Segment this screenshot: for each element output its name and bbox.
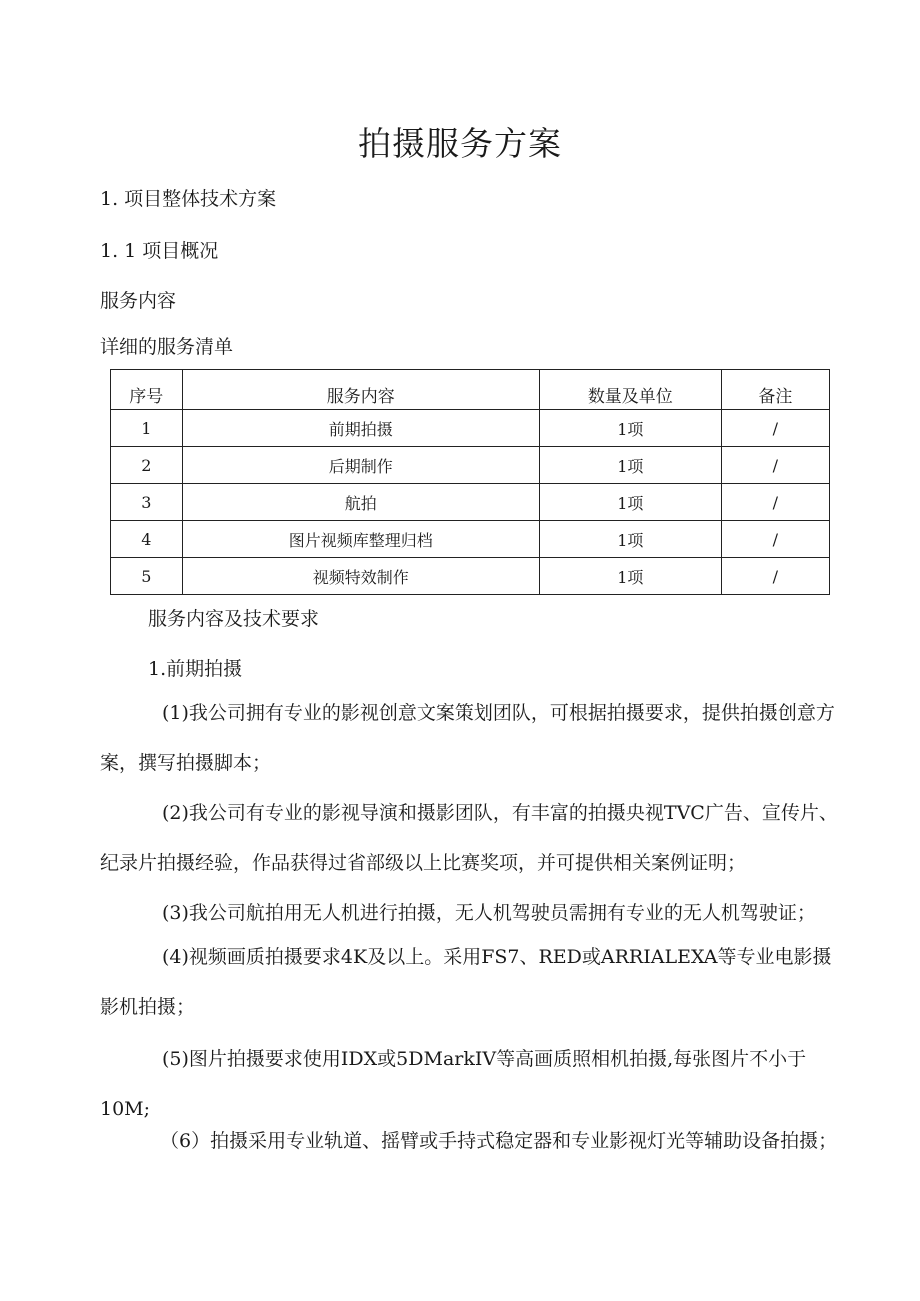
cell-number: 3	[111, 484, 183, 521]
cell-service-content: 航拍	[182, 484, 539, 521]
service-list-label: 详细的服务清单	[100, 336, 234, 358]
cell-quantity: 1项	[539, 484, 721, 521]
item-title: 1.前期拍摄	[148, 658, 243, 680]
cell-number: 1	[111, 410, 183, 447]
paragraph-6: （6）拍摄采用专业轨道、摇臂或手持式稳定器和专业影视灯光等辅助设备拍摄；	[160, 1130, 838, 1152]
cell-remarks: /	[721, 410, 829, 447]
table-header-row	[111, 370, 830, 410]
cell-remarks: /	[721, 484, 829, 521]
requirements-label: 服务内容及技术要求	[148, 608, 320, 630]
cell-quantity: 1项	[539, 521, 721, 558]
cell-service-content: 图片视频库整理归档	[182, 521, 539, 558]
cell-service-content: 视频特效制作	[182, 558, 539, 595]
paragraph-4: (4)视频画质拍摄要求4K及以上。采用FS7、RED或ARRIALEXA等专业电影摄影机拍摄；	[100, 946, 832, 1018]
service-list-table	[110, 369, 830, 595]
cell-service-content: 后期制作	[182, 447, 539, 484]
cell-remarks: /	[721, 447, 829, 484]
document-title: 拍摄服务方案	[358, 124, 562, 163]
section-heading-1-1: 1. 1 项目概况	[100, 240, 219, 262]
cell-number: 2	[111, 447, 183, 484]
paragraph-2: (2)我公司有专业的影视导演和摄影团队，有丰富的拍摄央视TVC广告、宣传片、纪录片拍摄经验，作品获得过省部级以上比赛奖项，并可提供相关案例证明；	[100, 802, 838, 874]
table-row	[111, 558, 830, 595]
table-row	[111, 521, 830, 558]
table-row	[111, 447, 830, 484]
header-number: 序号	[111, 370, 183, 410]
header-service-content: 服务内容	[182, 370, 539, 410]
cell-number: 4	[111, 521, 183, 558]
cell-service-content: 前期拍摄	[182, 410, 539, 447]
cell-quantity: 1项	[539, 410, 721, 447]
cell-quantity: 1项	[539, 447, 721, 484]
header-quantity-unit: 数量及单位	[539, 370, 721, 410]
table-row	[111, 410, 830, 447]
cell-remarks: /	[721, 521, 829, 558]
header-remarks: 备注	[721, 370, 829, 410]
cell-number: 5	[111, 558, 183, 595]
paragraph-1: (1)我公司拥有专业的影视创意文案策划团队，可根据拍摄要求，提供拍摄创意方案，撰写拍摄脚本；	[100, 702, 835, 774]
section-heading-1: 1. 项目整体技术方案	[100, 188, 277, 210]
paragraph-3: (3)我公司航拍用无人机进行拍摄，无人机驾驶员需拥有专业的无人机驾驶证；	[162, 902, 816, 924]
cell-remarks: /	[721, 558, 829, 595]
table-row	[111, 484, 830, 521]
cell-quantity: 1项	[539, 558, 721, 595]
service-content-label: 服务内容	[100, 290, 177, 312]
paragraph-5: (5)图片拍摄要求使用IDX或5DMarkIV等高画质照相机拍摄,每张图片不小于10M;	[100, 1048, 807, 1120]
